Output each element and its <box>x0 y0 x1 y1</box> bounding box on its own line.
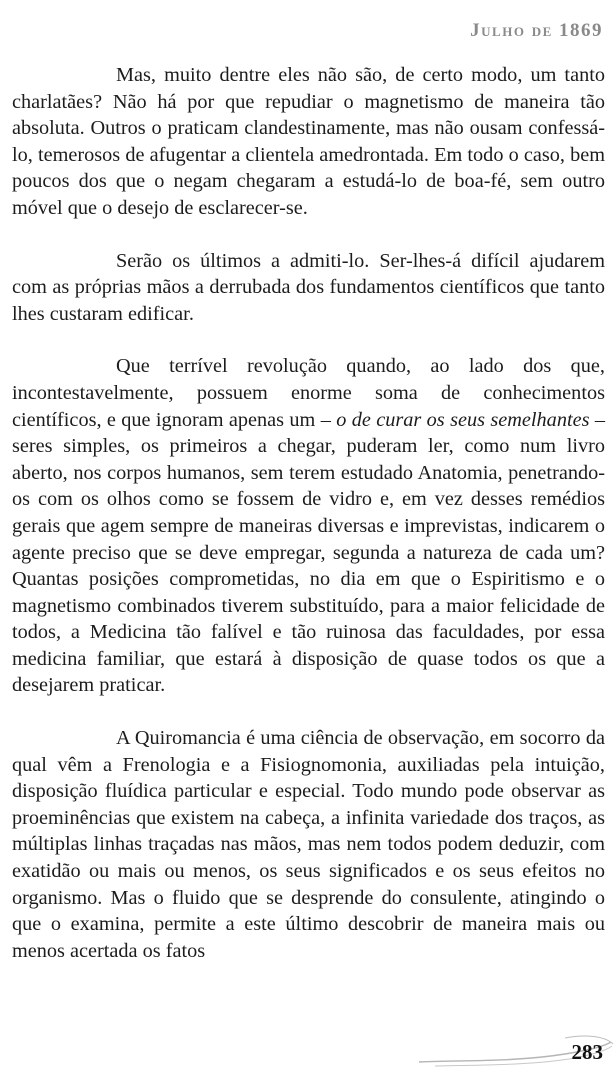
paragraph-4: A Quiromancia é uma ciência de observação, em socorro da qual vêm a Frenologia e a Fisiognomonia, auxiliadas pela intuição, disposição fluídica particular e especial. Todo mundo pode observar as proeminências que existem na cabeça, a infinita variedade dos traços, as múltiplas linhas traçadas nas mãos, mas nem todos podem deduzir, com exatidão ou mais ou menos, os seus significados e os seus efeitos no organismo. Mas o fluido que se desprende do consulente, atingindo o que o examina, permite a este último descobrir de maneira mais ou menos acertada os fatos <box>12 727 605 962</box>
paragraph-3-rest: – seres simples, os primeiros a chegar, puderam ler, como num livro aberto, nos corpos humanos, sem terem estudado Anatomia, penetrando-os com os olhos como se fossem de vidro e, em vez desses remédios gerais que agem sempre de maneiras diversas e imprevistas, indicarem o agente preciso que se deve empregar, segunda a natureza de cada um? Quantas posições comprometidas, no dia em que o Espiritismo e o magnetismo combinados tiverem substituído, para a maior felicidade de todos, a Medicina tão falível e tão ruinosa das faculdades, por essa medicina familiar, que estará à disposição de quase todos os que a desejarem praticar. <box>12 408 605 697</box>
body-text <box>12 62 605 964</box>
paragraph-1: Mas, muito dentre eles não são, de certo modo, um tanto charlatães? Não há por que repudiar o magnetismo de maneira tão absoluta. Outros o praticam clandestinamente, mas não ousam confessá-lo, temerosos de afugentar a clientela amedrontada. Em todo o caso, bem poucos dos que o negam chegaram a estudá-lo de boa-fé, sem outro móvel que o desejo de esclarecer-se. <box>12 64 605 219</box>
paragraph-3 <box>12 353 605 699</box>
paragraph-3-lead: Que terrível revolução quando, ao lado dos que, incontestavelmente, possuem enorme soma de conhecimentos científicos, e que ignoram apenas um – <box>12 355 605 431</box>
paragraph-3-italic-phrase: o de curar os seus semelhantes <box>336 408 590 431</box>
running-header: Julho de 1869 <box>470 20 603 41</box>
paragraph-2: Serão os últimos a admiti-lo. Ser-lhes-á difícil ajudarem com as próprias mãos a derrubada dos fundamentos científicos que tanto lhes custaram edificar. <box>12 249 605 325</box>
page-number: 283 <box>571 1040 603 1064</box>
